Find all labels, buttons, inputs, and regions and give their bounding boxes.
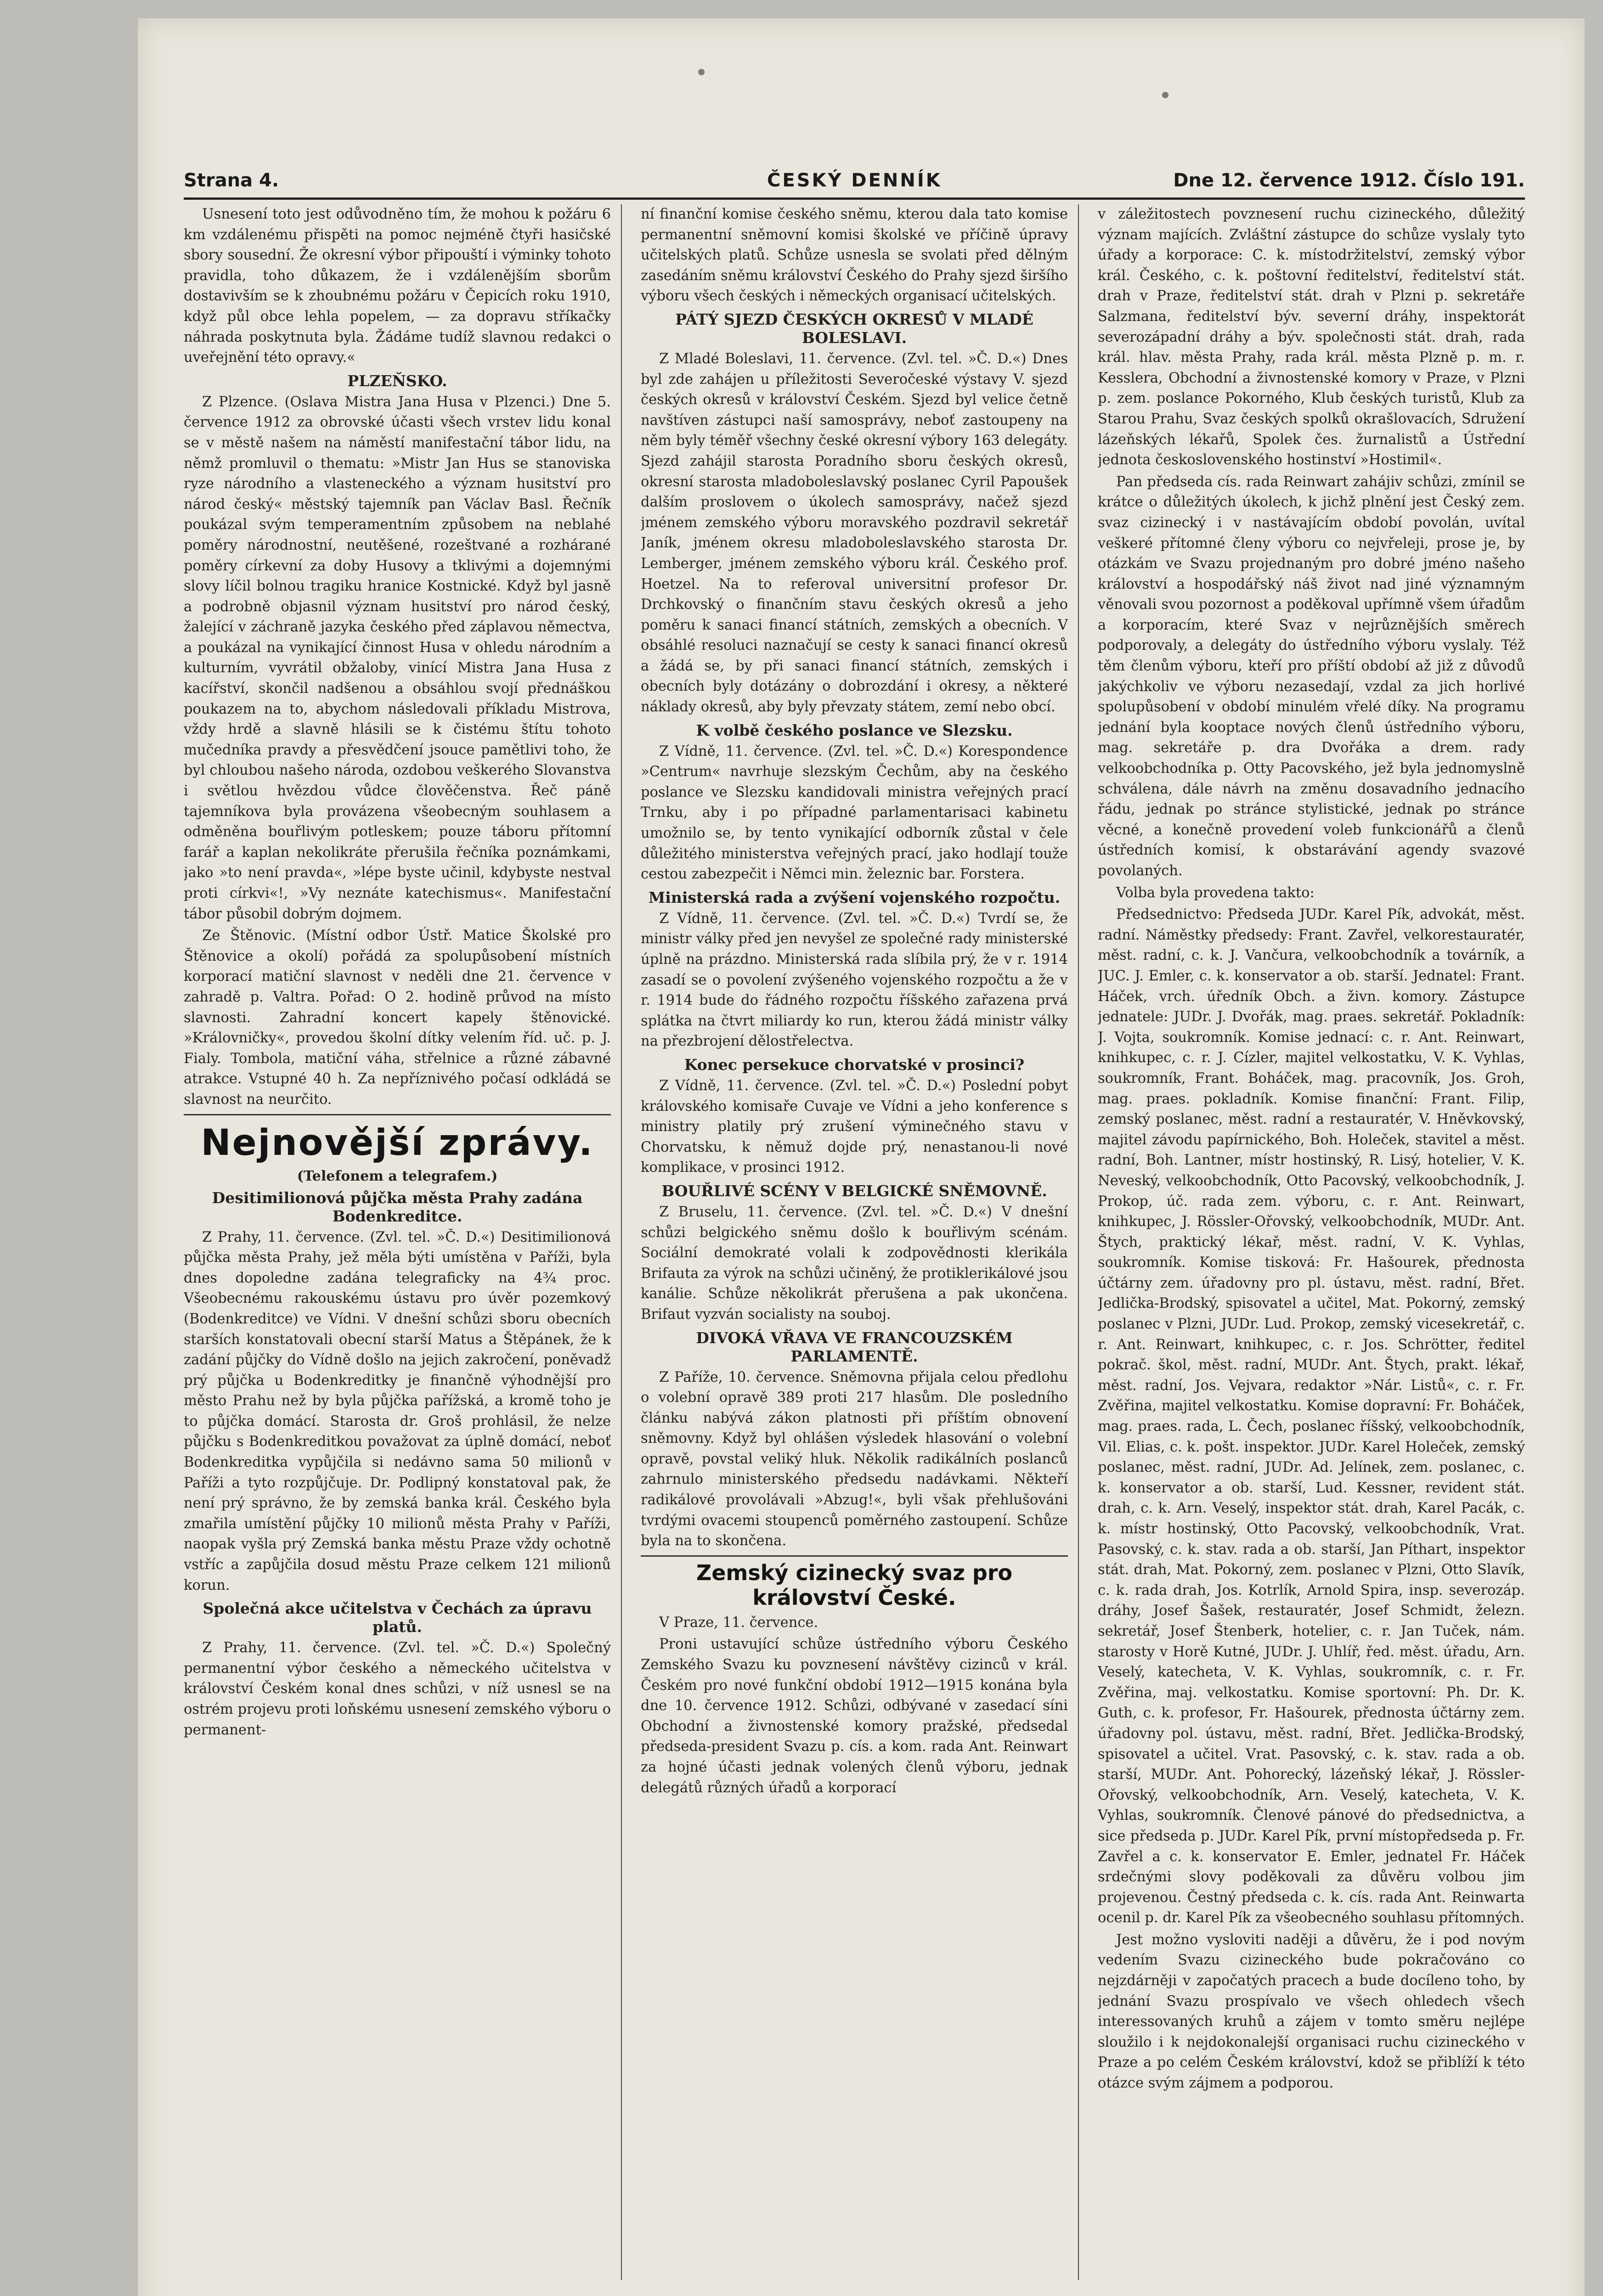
article-paragraph: Pan předseda cís. rada Reinwart zahájiv schůzi, zmínil se krátce o důležitých úkolech, k jichž plnění jest Český zem. svaz cizinecký i v nastávajícím období povolán, uvítal veškeré přítomné členy výboru co nejvřeleji, prose je, by otázkám ve Svazu projednaným pro dobré jméno našeho království a hospodářský náš život nad jiné významným věnovali svou pozornost a poděkoval upřímně všem úřadům a korporacím, které Svaz v nejrůznějších směrech podporovaly, a delegáty do ústředního výboru vyslaly. Též těm členům výboru, kteří pro příští období až již z důvodů jakýchkoliv ve výboru nezasedají, vzdal za jich horlivé spolupůsobení v období minulém vřelé díky. Na programu jednání byla kooptace nových členů ústředního výboru, mag. sekretáře p. dra Dvořáka a drem. rady velkoobchodníka p. Otty Pacovského, jež byla jednomyslně schválena, dále návrh na změnu dosavadního jednacího řádu, jednak po stránce stylistické, jednak po stránce věcné, a konečně provedení voleb funkcionářů a členů ústředních komisí, k obstarávání agendy svazové povolaných. [1098,473,1525,879]
column-1 [184,204,611,2289]
article-paragraph: Proni ustavující schůze ústředního výboru Českého Zemského Svazu ku povznesení návštěvy cizinců v král. Českém pro nové funkční období 1912—1915 konána byla dne 10. července 1912. Schůzi, odbývané v zasedací síni Obchodní a živnostenské komory pražské, předsedal předseda-president Svazu p. cís. a kom. rada Ant. Reinwart za hojné účasti jednak volených členů výboru, jednak delegátů různých úřadů a korporací [641,1636,1068,1796]
article-headline: BOUŘLIVÉ SCÉNY V BELGICKÉ SNĚMOVNĚ. [661,1182,1047,1200]
article-paragraph: Ze Štěnovic. (Místní odbor Ústř. Matice Školské pro Štěnovice a okolí) pořádá za spolupůsobení místních korporací matiční slavnost v neděli dne 21. července v zahradě p. Valtra. Pořad: O 2. hodině průvod na místo slavnosti. Zahradní koncert kapely štěnovické. »Královničky«, provedou školní dítky velením říd. uč. p. J. Fialy. Tombola, matiční váha, střelnice a různé zábavné atrakce. Vstupné 40 h. Za nepříznivého počasí odkládá se slavnost na neurčito. [184,928,611,1108]
article-headline: Společná akce učitelstva v Čechách za úpravu platů. [203,1599,592,1636]
boxed-headline: Zemský cizinecký svaz pro království České. [696,1560,1013,1610]
ink-speck [1162,92,1168,98]
article-paragraph: Volba byla provedena takto: [1116,884,1315,901]
column-2 [641,204,1068,2289]
section-rule [641,1555,1068,1557]
article-headline: PÁTÝ SJEZD ČESKÝCH OKRESŮ V MLADÉ BOLESLAVI. [675,310,1033,347]
article-paragraph: v záležitostech povznesení ruchu cizineckého, důležitý význam majících. Zvláštní zástupce do schůze vyslaly tyto úřady a korporace: C. k. místodržitelství, zemský výbor král. Českého, c. k. poštovní ředitelství, ředitelství stát. drah v Praze, ředitelství stát. drah v Plzni p. sekretáře Salzmana, ředitelství býv. severní dráhy, inspektorát severozápadní dráhy a býv. společnosti stát. drah, rada král. hlav. města Prahy, rada král. města Plzně p. m. r. Kesslera, Obchodní a živnostenské komory v Praze, v Plzni p. zem. poslance Pokorného, Klub českých turistů, Klub za Starou Prahu, Svaz českých spolků okrašlovacích, Sdružení lázeňských lékařů, Spolek čes. žurnalistů a Ústřední jednota československého hostinství »Hostimil«. [1098,206,1525,468]
article-headline: Ministerská rada a zvýšení vojenského rozpočtu. [648,888,1061,906]
article-paragraph: Z Bruselu, 11. července. (Zvl. tel. »Č. D.«) V dnešní schůzi belgického sněmu došlo k bouřlivým scénám. Sociální demokraté volali k zodpovědnosti klerikála Brifauta za výrok na schůzi učiněný, že protiklerikálové jsou kanálie. Schůze několikrát přerušena a pak ukončena. Brifaut vyzván socialisty na souboj. [641,1204,1068,1322]
page-header [184,161,1525,197]
article-subheadline: (Telefonem a telegrafem.) [297,1168,498,1184]
article-headline: DIVOKÁ VŘAVA VE FRANCOUZSKÉM PARLAMENTĚ. [696,1328,1013,1365]
column-3 [1098,204,1525,2289]
header-rule [184,197,1525,200]
page-number: Strana 4. [184,170,279,191]
article-paragraph: Z Vídně, 11. července. (Zvl. tel. »Č. D.«) Tvrdí se, že ministr války před jen nevyšel ze společné rady ministerské úplně na prázdno. Ministerská rada slíbila prý, že v r. 1914 zasadí se o povolení zvýšeného vojenského rozpočtu a že v r. 1914 bude do řádného rozpočtu říšského zařazena prvá splátka na čtvrt miliardy ko run, kterou žádá ministr války na přezbrojení dělostřelectva. [641,910,1068,1050]
column-divider [1078,204,1079,2280]
article-paragraph: Usnesení toto jest odůvodněno tím, že mohou k požáru 6 km vzdálenému přispěti na pomoc nejméně čtyři hasičské sbory sousední. Že okresní výbor připouští i výminky tohoto pravidla, toho důkazem, že i vzdálenějším sborům dostavivším se k zhoubnému požáru v Čepicích roku 1910, když půl obce lehla popelem, — za dopravu stříkačky náhrada poskytnuta byla. Žádáme tudíž slavnou redakci o uveřejnění této opravy.« [184,206,611,366]
section-banner: Nejnovější zprávy. [201,1122,594,1164]
article-headline: K volbě českého poslance ve Slezsku. [696,721,1013,739]
article-paragraph: Z Vídně, 11. července. (Zvl. tel. »Č. D.«) Korespondence »Centrum« navrhuje slezským Čechům, aby na českého poslance ve Slezsku kandidovali ministra veřejných prací Trnku, aby i po případné parlamentarisaci kabinetu umožnilo se, by tento vynikající odborník zůstal v čele důležitého ministerstva veřejných prací, jako hodlají touže cestou zabezpečit i Němci min. železnic bar. Forstera. [641,743,1068,883]
issue-date: Dne 12. července 1912. Číslo 191. [1173,170,1525,191]
article-headline: Desitimilionová půjčka města Prahy zadána Bodenkreditce. [212,1188,583,1225]
article-paragraph: Z Plzence. (Oslava Mistra Jana Husa v Plzenci.) Dne 5. července 1912 za obrovské účasti všech vrstev lidu konal se v městě našem na náměstí manifestační tábor lidu, na němž promluvil o thematu: »Mistr Jan Hus se stanoviska ryze národního a vlasteneckého a význam husitství pro národ český« městský tajemník pan Václav Basl. Řečník poukázal svým temperamentním způsobem na neblahé poměry národnostní, neutěšené, rozeštvané a rozhárané poměry církevní za doby Husovy a tklivými a dojemnými slovy líčil bolnou tragiku hranice Kostnické. Když byl jasně a podrobně objasnil význam husitství pro národ český, žalející v záchraně jazyka českého před záplavou němectva, a poukázal na vynikající činnost Husa v ohledu národním a kulturním, vyvrátil obžaloby, vinící Mistra Jana Husa z kacířství, skončil nadšenou a obsáhlou svojí přednáškou poukazem na to, abychom následovali příkladu Mistrova, vždy hrdě a slavně hlásili se k čistému štítu tohoto mučedníka pravdy a přesvědčení jsouce pamětlivi toho, že byl chloubou našeho národa, ozdobou veškerého Slovanstva i světlou hvězdou vůdce člověčenstva. Řeč páně tajemníkova byla provázena všeobecným souhlasem a odměněna bouřlivým potleskem; pouze táboru přítomní farář a kaplan nekolikráte přerušila řečníka poznámkami, jako »to není pravda«, »lépe byste učinil, kdybyste nestval proti církvi«!, »Vy neznáte katechismus«. Manifestační tábor působil dobrým dojmem. [184,394,611,922]
article-paragraph: Předsednictvo: Předseda JUDr. Karel Pík, advokát, měst. radní. Náměstky předsedy: Frant. Zavřel, velkorestauratér, měst. radní, c. k. J. Vančura, velkoobchodník a továrník, a JUC. J. Emler, c. k. konservator a ob. starší. Jednatel: Frant. Háček, vrch. úředník Obch. a živn. komory. Zástupce jednatele: JUDr. J. Dvořák, mag. praes. sekretář. Pokladník: J. Vojta, soukromník. Komise jednací: c. r. Ant. Reinwart, knihkupec, c. r. J. Cízler, majitel velkostatku, V. K. Vyhlas, soukromník, Frant. Boháček, mag. pracovník, Jos. Groh, mag. praes. pokladník. Komise finanční: Frant. Filip, zemský poslanec, měst. radní a restauratér, V. Hněvkovský, majitel závodu papírnického, Boh. Holeček, stavitel a měst. radní, Boh. Lantner, místr hostinský, R. Lisý, hotelier, V. K. Neveský, velkoobchodník, Otto Pacovský, velkoobchodník, J. Prokop, úč. rada zem. výboru, c. r. Ant. Reinwart, knihkupec, J. Rössler-Ořovský, velkoobchodník, MUDr. Ant. Štych, praktický lékař, měst. radní, V. K. Vyhlas, soukromník. Komise tisková: Fr. Hašourek, přednosta účtárny zem. úřadovny pro pl. ústavu, měst. radní, Břet. Jedlička-Brodský, spisovatel a učitel, Mat. Pokorný, zemský poslanec v Plzni, JUDr. Lud. Prokop, zemský vicesekretář, c. r. Ant. Reinwart, knihkupec, c. r. Jos. Schrötter, ředitel pokrač. škol, měst. radní, MUDr. Ant. Štych, prakt. lékař, měst. radní, Jos. Vejvara, redaktor »Nár. Listů«, c. r. Fr. Zvěřina, majitel velkostatku. Komise dopravní: Fr. Boháček, mag. praes. rada, L. Čech, poslanec říšský, velkoobchodník, Vil. Elias, c. k. pošt. inspektor. JUDr. Karel Holeček, zemský poslanec, měst. radní, JUDr. Ad. Jelínek, zem. poslanec, c. k. konservator a ob. starší, Lud. Kessner, revident stát. drah, c. k. Arn. Veselý, inspektor stát. drah, Karel Pacák, c. k. místr hostinský, Otto Pacovský, velkoobchodník, Vrat. Pasovský, c. k. stav. rada a ob. starší, Jan Píthart, inspektor stát. drah, Mat. Pokorný, zem. poslanec v Plzni, Otto Slavík, c. k. rada drah, Jos. Kotrlík, Arnold Spira, insp. severozáp. dráhy, Josef Šašek, restauratér, Josef Schmidt, železn. sekretář, Josef Štenberk, hotelier, c. r. Jan Tuček, nám. starosty v Horě Kutné, JUDr. J. Uhlíř, řed. měst. úřadu, Arn. Veselý, katecheta, V. K. Vyhlas, soukromník, c. r. Fr. Zvěřina, maj. velkostatku. Komise sportovní: Ph. Dr. K. Guth, c. k. profesor, Fr. Hašourek, přednosta účtárny zem. úřadovny pol. ústavu, měst. radní, Břet. Jedlička-Brodský, spisovatel a učitel. Vrat. Pasovský, c. k. stav. rada a ob. starší, MUDr. Ant. Pohorecký, lázeňský lékař, J. Rössler-Ořovský, velkoobchodník, Arn. Veselý, katecheta, V. K. Vyhlas, soukromník. Členové pánové do předsednictva, a sice předseda p. JUDr. Karel Pík, první místopředseda p. Fr. Zavřel a c. k. konservator E. Emler, jednatel Fr. Háček srdečnými slovy poděkovali za důvěru volbou jim projevenou. Čestný předseda c. k. cís. rada Ant. Reinwarta ocenil p. dr. Karel Pík za všeobecného souhlasu přítomných. [1098,906,1525,1926]
ink-speck [698,69,705,75]
article-paragraph: Z Mladé Boleslavi, 11. července. (Zvl. tel. »Č. D.«) Dnes byl zde zahájen u příležitosti Severočeské výstavy V. sjezd českých okresů v království Českém. Sjezd byl velice četně navštíven zástupci naší samosprávy, neboť zastoupeny na něm byly téměř všechny české okresní výbory 163 delegáty. Sjezd zahájil starosta Poradního sboru českých okresů, okresní starosta mladoboleslavský poslanec Cyril Papoušek dalším proslovem o úkolech samosprávy, načež sjezd jménem zemského výboru moravského pozdravil sekretář Janík, jménem okresu mladoboleslavského starosta Dr. Lemberger, jménem zemského výboru král. Českého prof. Hoetzel. Na to referoval universitní profesor Dr. Drchkovský o finančním stavu českých okresů a jeho poměru k sanaci financí státních, zemských a obecních. V obsáhlé resoluci naznačují se cesty k sanaci financí okresů a žádá se, by při sanaci financí státních, zemských i obecních byly dotázány o dobrozdání i okresy, a některé náklady okresů, aby byly převzaty státem, zemí nebo obcí. [641,350,1068,715]
article-paragraph: ní finanční komise českého sněmu, kterou dala tato komise permanentní sněmovní komisi školské ve příčině úpravy učitelských platů. Schůze usnesla se svolati před dělným zasedáním sněmu království Českého do Prahy sjezd širšího výboru všech českých i německých organisací učitelských. [641,206,1068,304]
article-paragraph: V Praze, 11. července. [659,1614,818,1631]
article-paragraph: Z Prahy, 11. července. (Zvl. tel. »Č. D.«) Společný permanentní výbor českého a německého učitelstva v království Českém konal dnes schůzi, v níž usnesl se na ostrém projevu proti loňskému usnesení zemského výboru o permanent- [184,1640,611,1738]
article-paragraph: Z Vídně, 11. července. (Zvl. tel. »Č. D.«) Poslední pobyt královského komisaře Cuvaje ve Vídni a jeho konference s ministry platily prý zrušení výminečného stavu v Chorvatsku, k němuž dojde prý, nenastanou-li nové komplikace, v prosinci 1912. [641,1077,1068,1176]
article-headline: Konec persekuce chorvatské v prosinci? [684,1055,1025,1074]
article-paragraph: Jest možno vysloviti naději a důvěru, že i pod novým vedením Svazu cizineckého bude pokračováno co nejzdárněji v započatých pracech a bude docíleno toho, by jednání Svazu prospívalo ve všech ohledech všech interessovaných kruhů a zájem v tomto směru nejlépe sloužilo i k nejdokonalejší organisaci ruchu cizineckého v Praze a po celém Českém království, kdož se přiblíží k této otázce svým zájmem a podporou. [1098,1931,1525,2092]
column-divider [621,204,622,2280]
article-headline: PLZEŇSKO. [347,371,447,390]
masthead-title: ČESKÝ DENNÍK [767,170,942,191]
section-rule [184,1114,611,1115]
newspaper-page [138,18,1585,2296]
article-paragraph: Z Paříže, 10. července. Sněmovna přijala celou předlohu o volební opravě 389 proti 217 hlasům. Dle posledního článku nabývá zákon platnosti při příštím obnovení sněmovny. Když byl ohlášen výsledek hlasování o volební opravě, povstal veliký hluk. Několik radikálních poslanců zahrnulo ministerského předsedu nadávkami. Někteří radikálové provolávali »Abzug!«, byli však přehlušováni tvrdými ovacemi stoupenců poměrného zastoupení. Schůze byla na to skončena. [641,1369,1068,1549]
article-paragraph: Z Prahy, 11. července. (Zvl. tel. »Č. D.«) Desitimilionová půjčka města Prahy, jež měla býti umístěna v Paříži, byla dnes dopoledne zadána telegraficky na 4¾ proc. Všeobecnému rakouskému ústavu pro úvěr pozemkový (Bodenkreditce) ve Vídni. V dnešní schůzi sboru obecních starších konstatovali obecní starší Matus a Štěpánek, že k zadání půjčky do Vídně došlo na jejich zakročení, poněvadž prý půjčka u Bodenkreditky je finančně výhodnější pro město Prahu než by byla půjčka pařížská, a kromě toho je to půjčka domácí. Starosta dr. Groš prohlásil, že nelze půjčku s Bodenkreditkou považovat za úplně domácí, neboť Bodenkreditka vypůjčila si nedávno sama 50 milionů v Paříži a tyto rozpůjčuje. Dr. Podlipný konstatoval pak, že není prý správno, že by zemská banka král. Českého byla zmařila umístění půjčky 10 milionů města Prahy v Paříži, naopak vyšla prý Zemská banka městu Praze vždy ochotně vstříc a zapůjčila dosud městu Praze celkem 121 milionů korun. [184,1229,611,1593]
